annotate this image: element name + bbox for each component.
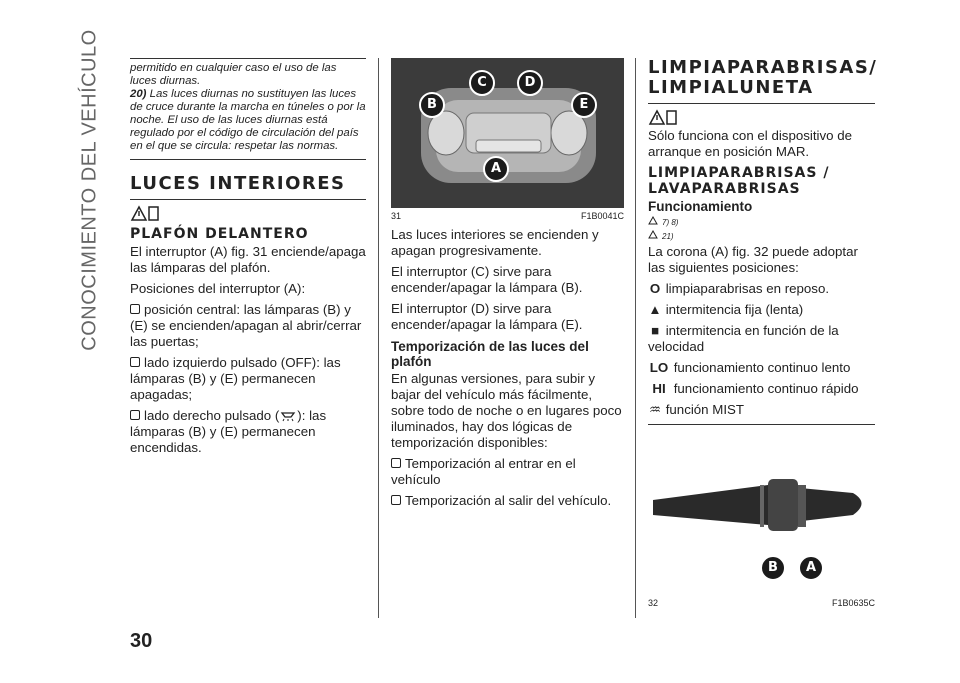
figure-label: C <box>469 70 495 96</box>
bullet-icon <box>130 410 140 420</box>
list-item: posición central: las lámparas (B) y (E) se encienden/apagan al abrir/cerrar las puertas; <box>130 302 362 349</box>
figure-label: B <box>760 555 786 581</box>
bullet-icon <box>391 458 401 468</box>
list-item: HI funcionamiento continuo rápido <box>648 381 875 397</box>
mist-icon: ♒ <box>649 402 661 417</box>
figure-code: F1B0041C <box>580 211 624 221</box>
column-divider <box>378 58 379 618</box>
list-item: LO funcionamiento continuo lento <box>649 360 851 375</box>
column-divider <box>635 58 636 618</box>
note-text-1: permitido en cualquier caso el uso de las luces diurnas. <box>130 62 337 87</box>
intermittent-speed-icon: ■ <box>650 323 660 338</box>
dome-light-icon <box>279 410 297 422</box>
column-3 <box>648 57 878 614</box>
list-item: ♒ función MIST <box>648 402 875 425</box>
column-1 <box>130 58 366 461</box>
note-number: 20) <box>130 88 147 100</box>
figure-number: 32 <box>648 598 659 608</box>
figure-code: F1B0635C <box>831 598 875 608</box>
warning-icon <box>648 216 658 225</box>
note-text-2 <box>130 88 366 153</box>
list-item: lado derecho pulsado ( ): las lámparas (B) y (E) permanecen encendidas. <box>130 408 327 455</box>
paragraph: El interruptor (C) sirve para encender/apagar la lámpara (B). <box>391 264 583 295</box>
paragraph: El interruptor (D) sirve para encender/apagar la lámpara (E). <box>391 301 583 332</box>
bullet-icon <box>391 495 401 505</box>
list-item: Temporización al entrar en el vehículo <box>391 456 576 487</box>
subsection-heading: Funcionamiento <box>648 199 753 214</box>
list-item: lado izquierdo pulsado (OFF): las lámparas (B) y (E) permanecen apagadas; <box>130 355 341 402</box>
figure-label: A <box>798 555 824 581</box>
lo-symbol: LO <box>649 360 669 375</box>
hi-symbol: HI <box>652 381 666 396</box>
section-heading: LUCES INTERIORES <box>130 174 366 200</box>
note-body: Las luces diurnas no sustituyen las luces de cruce durante la marcha en túneles o por la noche. El uso de las luces diurnas está regulado por el código de circulación del país en el que se circula: respetar las normas. <box>130 88 366 152</box>
bullet-icon <box>130 304 140 314</box>
figure-label: E <box>571 92 597 118</box>
figure-label: A <box>483 156 509 182</box>
subsection-heading: PLAFÓN DELANTERO <box>130 226 309 242</box>
bullet-icon <box>130 357 140 367</box>
warning-book-icon <box>130 204 160 222</box>
column-2 <box>391 58 624 514</box>
paragraph: Sólo funciona con el dispositivo de arranque en posición MAR. <box>648 128 853 159</box>
figure-32-image <box>648 455 875 595</box>
page-number: 30 <box>130 630 153 652</box>
figure-label: D <box>517 70 543 96</box>
paragraph: En algunas versiones, para subir y bajar del vehículo más fácilmente, sobre todo de noche o en lugares poco iluminados, hay dos lógicas de temporización disponibles: <box>391 371 622 450</box>
dome-light-illustration <box>391 58 624 208</box>
list-item: O limpiaparabrisas en reposo. <box>649 281 830 296</box>
section-heading: LIMPIAPARABRISAS/ LIMPIALUNETA <box>648 58 875 104</box>
list-item: ■ intermitencia en función de la velocidad <box>648 323 839 354</box>
figure-label: B <box>419 92 445 118</box>
warning-icon <box>648 230 658 239</box>
sidebar-section-title <box>60 29 120 351</box>
paragraph: La corona (A) fig. 32 puede adoptar las siguientes posiciones: <box>648 244 858 275</box>
paragraph: Posiciones del interruptor (A): <box>130 281 306 296</box>
off-symbol-icon: O <box>649 281 661 296</box>
figure-number: 31 <box>391 211 402 221</box>
list-item: ▲ intermitencia fija (lenta) <box>648 302 804 317</box>
list-item: Temporización al salir del vehículo. <box>391 493 624 509</box>
note-box <box>130 58 366 160</box>
warning-book-icon <box>648 108 678 126</box>
warning-refs: 7) 8) 21) <box>648 216 875 244</box>
figure-31-image <box>391 58 624 208</box>
figure-caption <box>391 211 624 221</box>
intermittent-slow-icon: ▲ <box>648 302 662 317</box>
subsection-heading: Temporización de las luces del plafón <box>391 339 589 369</box>
figure-caption <box>648 598 875 608</box>
section-title-text: CONOCIMIENTO DEL VEHÍCULO <box>78 29 101 351</box>
paragraph: Las luces interiores se encienden y apagan progresivamente. <box>391 227 599 258</box>
paragraph: El interruptor (A) fig. 31 enciende/apaga las lámparas del plafón. <box>130 244 366 275</box>
subsection-heading: LIMPIAPARABRISAS / LAVAPARABRISAS <box>648 165 830 197</box>
